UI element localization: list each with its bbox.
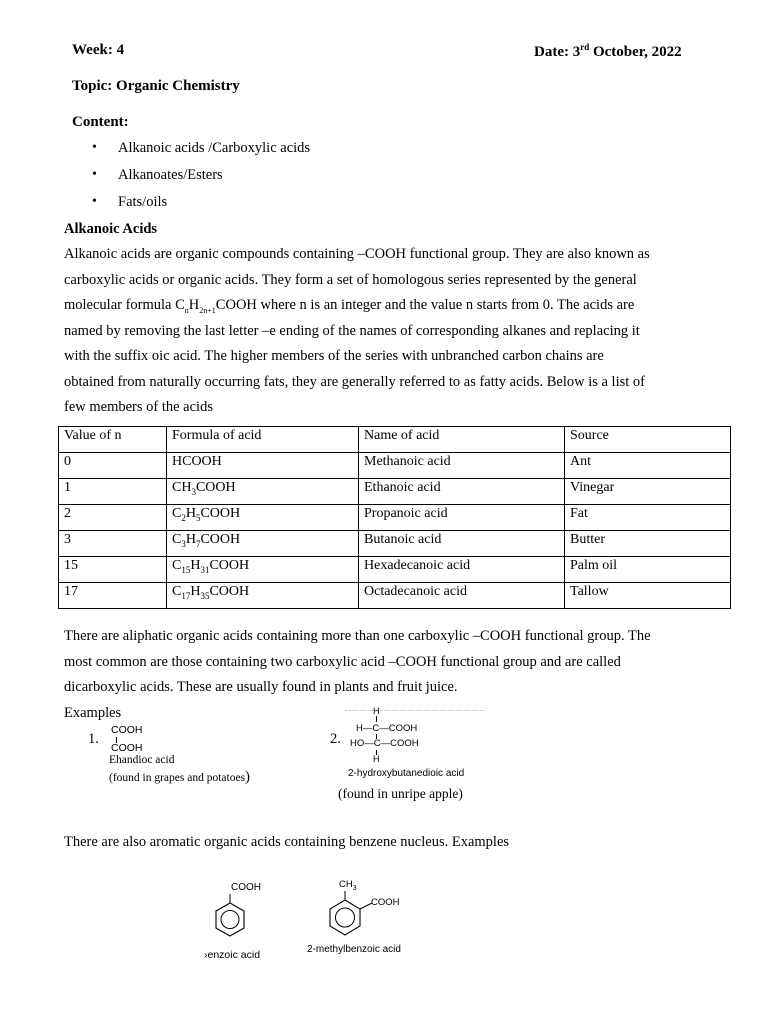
formula-cell [167,453,359,479]
paragraph-line: There are aliphatic organic acids containing more than one carboxylic –COOH functional group. The [64,628,651,644]
example-number: 1. [88,731,99,747]
date-prefix: Date: 3 [534,44,581,60]
date-label [534,42,682,61]
formula-subscript: 3 [181,538,186,549]
formula-part: COOH [200,532,241,547]
value-of-n-cell: 1 [59,479,167,505]
formula-part: C [172,584,182,599]
example1-source [109,769,250,786]
intro-line: with the suffix oic acid. The higher members of the series with unbranched carbon chains are [64,348,604,364]
benzoic-acid-name: ›enzoic acid [204,949,261,961]
topic-heading: Topic: Organic Chemistry [72,78,240,94]
source-cell: Fat [565,505,731,531]
source-cell: Ant [565,453,731,479]
header-cell: Value of n [59,427,167,453]
acid-name-cell: Ethanoic acid [359,479,565,505]
formula-cell [167,531,359,557]
paragraph-line: dicarboxylic acids. These are usually found in plants and fruit juice. [64,679,458,695]
aromatic-structures [190,870,450,970]
formula-part: C [172,532,182,547]
formula-mid: H [188,297,200,313]
formula-part: COOH [209,584,250,599]
intro-line: Alkanoic acids are organic compounds containing –COOH functional group. They are also known as [64,246,650,262]
acid-name-cell: Hexadecanoic acid [359,557,565,583]
acid-name-cell: Methanoic acid [359,453,565,479]
intro-paragraph [64,242,704,421]
value-of-n-cell: 3 [59,531,167,557]
value-of-n-cell: 15 [59,557,167,583]
content-item: • Alkanoates/Esters [92,165,310,192]
methylbenzoic-cooh-label: COOH [371,897,400,908]
source-cell: Tallow [565,583,731,609]
dicarboxylic-paragraph [64,624,704,701]
formula-prefix: molecular formula C [64,297,185,313]
bond-line [376,716,377,722]
formula-cell [167,479,359,505]
formula-subscript: 2 [181,512,186,523]
benzene-ring-icon [216,903,244,936]
intro-line: obtained from naturally occurring fats, they are generally referred to as fatty acids. Below is a list of [64,373,645,390]
paragraph-line: most common are those containing two carboxylic acid –COOH functional group and are called [64,653,621,670]
table-row [59,557,731,583]
content-list [92,138,310,219]
table-header-row [59,427,731,453]
acid-name-cell: Octadecanoic acid [359,583,565,609]
source-cell: Palm oil [565,557,731,583]
example1-paren: ) [245,769,251,785]
benzene-ring-icon [330,900,360,935]
structure-row-2: HO—C—COOH [350,738,419,749]
benzoic-cooh-label: COOH [231,882,261,893]
section-heading: Alkanoic Acids [64,221,158,237]
example1-name: Ehandioc acid [109,754,175,766]
formula-part: H [190,584,201,599]
aromatic-line: There are also aromatic organic acids containing benzene nucleus. Examples [64,834,510,850]
formula-part: COOH [200,506,241,521]
content-item: • Alkanoic acids /Carboxylic acids [92,138,310,165]
header-cell: Name of acid [359,427,565,453]
formula-part: H [185,506,196,521]
intro-line: named by removing the last letter –e ending of the names of corresponding alkanes and replacing it [64,322,640,339]
formula-subscript: 31 [200,564,210,575]
formula-sub: 2n+1 [199,305,216,315]
table-row [59,453,731,479]
cooh-top: COOH [111,724,143,736]
source-cell: Vinegar [565,479,731,505]
acids-table [58,426,731,609]
formula-cell [167,583,359,609]
formula-part: CH [172,480,192,495]
acid-name-cell: Butanoic acid [359,531,565,557]
formula-part: H [190,558,201,573]
formula-part: HCOOH [172,454,222,469]
formula-subscript: 15 [181,564,191,575]
date-suffix: October, 2022 [589,44,682,60]
formula-cell [167,505,359,531]
example2-name: 2-hydroxybutanedioic acid [348,768,465,779]
example1-found: (found in grapes and potatoes [109,772,246,784]
formula-cell [167,557,359,583]
hydrogen-top: H [373,706,380,716]
header-cell: Formula of acid [167,427,359,453]
formula-part: C [172,506,182,521]
methyl-text: CH [339,879,353,890]
formula-subscript: 17 [181,590,191,601]
table-row [59,531,731,557]
value-of-n-cell: 2 [59,505,167,531]
example2-source: (found in unripe apple) [338,786,463,801]
formula-suffix: COOH where n is an integer and the value n starts from 0. The acids are [215,297,635,313]
table-row [59,583,731,609]
intro-line: few members of the acids [64,399,213,415]
formula-subscript: 35 [200,590,210,601]
formula-subscript: 3 [191,486,196,497]
formula-part: H [185,532,196,547]
intro-formula-line [64,293,704,319]
value-of-n-cell: 17 [59,583,167,609]
cooh-bottom: COOH [111,742,143,754]
content-item: • Fats/oils [92,192,310,219]
formula-part: C [172,558,182,573]
formula-part: COOH [195,480,236,495]
date-superscript: rd [580,42,590,52]
methyl-label [339,879,357,892]
source-cell: Butter [565,531,731,557]
example-number: 2. [330,731,341,747]
intro-line: carboxylic acids or organic acids. They form a set of homologous series represented by the general [64,271,637,288]
formula-subscript: 5 [195,512,201,523]
clip-border [345,710,485,711]
content-heading: Content: [72,114,129,130]
methylbenzoic-acid-name: 2-methylbenzoic acid [307,944,401,955]
table-row [59,479,731,505]
structure-row-1: H—C—COOH [356,723,418,734]
formula-sub: n [184,305,189,315]
hydrogen-bottom: H [373,754,380,764]
value-of-n-cell: 0 [59,453,167,479]
acid-name-cell: Propanoic acid [359,505,565,531]
week-label: Week: 4 [72,42,125,58]
methyl-subscript: 3 [352,885,357,892]
formula-subscript: 7 [195,538,201,549]
examples-label: Examples [64,705,122,721]
header-cell: Source [565,427,731,453]
formula-part: COOH [209,558,250,573]
table-row [59,505,731,531]
aromatic-circle-icon [221,911,239,929]
aromatic-circle-icon [336,908,355,927]
